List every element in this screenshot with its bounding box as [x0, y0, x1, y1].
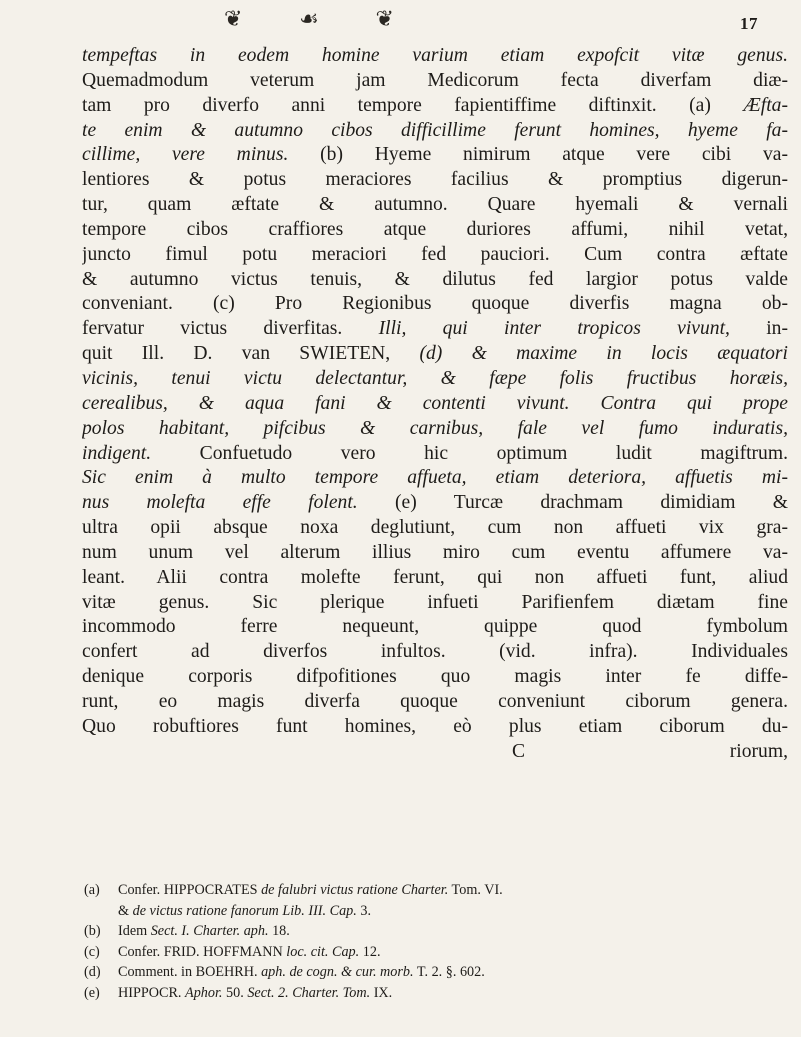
text-line [82, 466, 788, 491]
text-run: num unum vel alterum illius miro cum eventu affumere va- [82, 541, 788, 563]
footnote-run: & [118, 902, 133, 919]
footnote [84, 901, 784, 922]
text-line [82, 342, 788, 367]
text-run: vicinis, tenui victu delectantur, & fæpe folis fructibus horæis, [82, 367, 788, 389]
text-run: fervatur victus diverfitas. [82, 318, 379, 340]
footnote [84, 942, 784, 963]
footnote-run: de victus ratione fanorum Lib. III. Cap. [132, 902, 357, 919]
text-run: in- [766, 318, 788, 340]
footnote-run: de falubri victus ratione Charter. [261, 882, 449, 898]
footnote-run: Confer. FRID. HOFFMANN [118, 943, 287, 960]
text-run: Sic enim à multo tempore affueta, etiam deteriora, affuetis mi- [82, 467, 788, 489]
page-number: 17 [740, 14, 758, 33]
footnote [84, 880, 784, 901]
text-run: ultra opii absque noxa deglutiunt, cum non affueti vix gra- [82, 517, 788, 539]
footnote-run: Sect. 2. Charter. Tom. [247, 984, 371, 1001]
main-text [82, 44, 788, 764]
text-run: incommodo ferre nequeunt, quippe quod fymbolum [82, 616, 788, 638]
footnote-mark: (a) [84, 882, 100, 898]
text-run: runt, eo magis diverfa quoque conveniunt ciborum genera. [82, 690, 788, 712]
text-run: cerealibus, & aqua fani & contenti vivunt. Contra qui prope [82, 392, 788, 414]
text-run: te enim & autumno cibos difficillime ferunt homines, hyeme fa- [82, 119, 788, 141]
text-run: Quemadmodum veterum jam Medicorum fecta diverfam diæ- [82, 69, 788, 91]
text-line [82, 392, 788, 417]
text-run: vitæ genus. Sic plerique infueti Parifienfem diætam fine [82, 591, 788, 613]
fleuron-left-icon: ❦ [224, 6, 243, 31]
text-line [82, 491, 788, 516]
text-run: polos habitant, pifcibus & carnibus, fale vel fumo induratis, [82, 417, 788, 439]
text-line [82, 516, 788, 541]
text-run: (b) Hyeme nimirum atque vere cibi va- [320, 144, 788, 166]
footnote-run: 12. [359, 943, 381, 960]
text-run: lentiores & potus meraciores facilius & promptius digerun- [82, 169, 788, 191]
footnote-run: IX. [370, 984, 393, 1001]
text-line [82, 69, 788, 94]
text-line [82, 168, 788, 193]
text-run: denique corporis difpofitiones quo magis inter fe diffe- [82, 666, 788, 688]
footnote [84, 921, 784, 942]
text-run: juncto fimul potu meraciori fed pauciori. Cum contra æftate [82, 243, 788, 265]
text-line [82, 119, 788, 144]
footnote-mark: (b) [84, 923, 101, 939]
footnote-run: loc. cit. Cap. [286, 943, 360, 960]
signature-mark: C [512, 740, 526, 762]
footnote-run: Confer. HIPPOCRATES [118, 882, 262, 898]
text-run: conveniant. (c) Pro Regionibus quoque diverfis magna ob- [82, 293, 788, 315]
text-line [82, 292, 788, 317]
text-run: indigent. [82, 442, 200, 464]
text-run: quit Ill. D. van SWIETEN, [82, 343, 420, 365]
text-run: tempore cibos craffiores atque duriores affumi, nihil vetat, [82, 218, 788, 240]
fleuron-center-icon: ☙ [299, 6, 319, 31]
footnote-run: Sect. I. Charter. aph. [150, 923, 269, 939]
footnote-run: Aphor. [185, 984, 223, 1001]
footnote-run: 18. [268, 923, 290, 939]
text-line [82, 566, 788, 591]
text-run: leant. Alii contra molefte ferunt, qui non affueti funt, aliud [82, 566, 788, 588]
text-run: confert ad diverfos infultos. (vid. infra). Individuales [82, 641, 788, 663]
text-run: Illi, qui inter tropicos vivunt, [378, 318, 767, 340]
text-line [82, 268, 788, 293]
footnote [84, 983, 784, 1004]
text-run: Confuetudo vero hic optimum ludit magiftrum. [199, 442, 788, 464]
text-line [82, 640, 788, 665]
text-run: Quo robuftiores funt homines, eò plus etiam ciborum du- [82, 715, 788, 737]
text-line [82, 317, 788, 342]
text-run: (d) & maxime in locis æquatori [419, 343, 788, 365]
text-line [82, 690, 788, 715]
footnote-run: aph. de cogn. & cur. morb. [261, 964, 414, 980]
text-run: tempeftas in eodem homine varium etiam expofcit vitæ genus. [82, 45, 788, 66]
signature-line [82, 740, 788, 765]
text-line [82, 615, 788, 640]
text-line [82, 44, 788, 69]
text-line [82, 442, 788, 467]
footnote-run: 3. [356, 902, 372, 919]
text-run: & autumno victus tenuis, & dilutus fed largior potus valde [82, 268, 788, 290]
footnote-run: 50. [222, 984, 248, 1001]
text-line [82, 243, 788, 268]
text-line [82, 417, 788, 442]
footnote-mark: (c) [84, 943, 100, 960]
text-line [82, 94, 788, 119]
text-run: Æfta- [743, 94, 788, 116]
text-line [82, 541, 788, 566]
catchword: riorum, [729, 740, 788, 762]
text-line [82, 665, 788, 690]
text-line [82, 591, 788, 616]
footnote-run: T. 2. §. 602. [413, 964, 485, 980]
text-run: (e) Turcæ drachmam dimidiam & [395, 492, 788, 514]
text-line [82, 143, 788, 168]
header-ornaments [224, 6, 394, 32]
text-run: tam pro diverfo anni tempore fapientiffime diftinxit. (a) [82, 94, 744, 116]
footnote-run: Comment. in BOEHRH. [118, 964, 262, 980]
footnote [84, 962, 784, 983]
text-line [82, 218, 788, 243]
text-line [82, 193, 788, 218]
footnote-mark: (d) [84, 964, 101, 980]
text-line [82, 715, 788, 740]
text-line [82, 367, 788, 392]
text-run: nus molefta effe folent. [82, 492, 395, 514]
footnote-run: Tom. VI. [448, 882, 503, 898]
footnote-mark: (e) [84, 984, 100, 1001]
fleuron-right-icon: ❦ [375, 6, 394, 31]
text-run: tur, quam æftate & autumno. Quare hyemali & vernali [82, 194, 788, 216]
text-run: cillime, vere minus. [82, 144, 321, 166]
footnote-run: Idem [118, 923, 151, 939]
footnote-run: HIPPOCR. [118, 984, 186, 1001]
footnotes [84, 880, 784, 1003]
